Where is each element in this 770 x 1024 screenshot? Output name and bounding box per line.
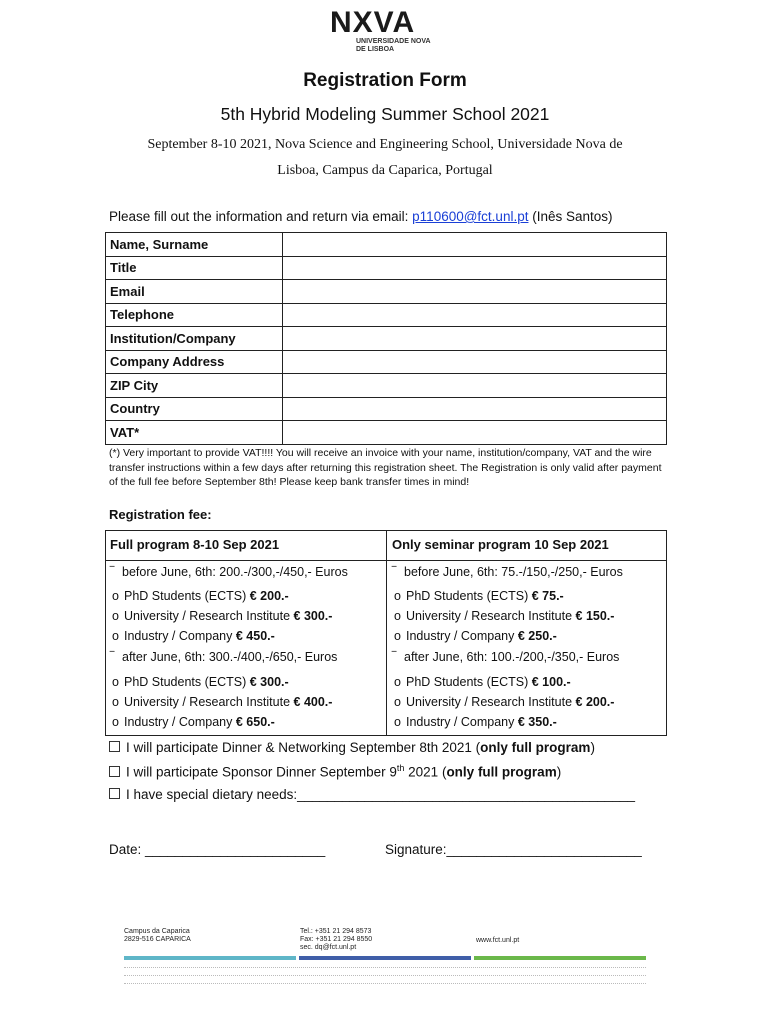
company-address-input[interactable] bbox=[283, 350, 667, 374]
footer-fax: Fax: +351 21 294 8550 bbox=[300, 936, 373, 943]
table-row bbox=[106, 327, 667, 351]
option-price: € 75.- bbox=[531, 589, 564, 603]
circle-option-icon[interactable]: o bbox=[394, 695, 401, 709]
fee-divider-vertical bbox=[386, 531, 387, 735]
nova-logo bbox=[330, 8, 440, 56]
footer-bar-blue bbox=[299, 956, 471, 960]
footer-email: sec. dq@fct.unl.pt bbox=[300, 944, 357, 951]
option-price: € 250.- bbox=[517, 629, 557, 643]
checkbox-icon[interactable] bbox=[109, 741, 120, 752]
footer-contact bbox=[300, 928, 372, 952]
telephone-input[interactable] bbox=[283, 303, 667, 327]
circle-option-icon[interactable]: o bbox=[394, 715, 401, 729]
full-late-label bbox=[110, 650, 337, 664]
seminar-early-university[interactable] bbox=[394, 609, 614, 623]
full-program-title: Full program 8-10 Sep 2021 bbox=[110, 537, 280, 552]
footer-address bbox=[124, 928, 191, 944]
option-label: PhD Students (ECTS) bbox=[124, 589, 250, 603]
option-label: Industry / Company bbox=[124, 629, 236, 643]
vat-input[interactable] bbox=[283, 421, 667, 445]
circle-option-icon[interactable]: o bbox=[112, 695, 119, 709]
seminar-late-university[interactable] bbox=[394, 695, 614, 709]
full-late-phd[interactable] bbox=[112, 675, 289, 689]
option-price: € 100.- bbox=[531, 675, 571, 689]
circle-option-icon[interactable]: o bbox=[112, 589, 119, 603]
field-label: VAT* bbox=[106, 421, 283, 445]
option-end: ) bbox=[590, 740, 595, 755]
option-price: € 400.- bbox=[293, 695, 333, 709]
seminar-late-phd[interactable] bbox=[394, 675, 571, 689]
checkbox-icon[interactable] bbox=[109, 766, 120, 777]
option-text-2: 2021 ( bbox=[404, 764, 447, 780]
footer-bar-cyan bbox=[124, 956, 296, 960]
field-label: ZIP City bbox=[106, 374, 283, 398]
page-subtitle: 5th Hybrid Modeling Summer School 2021 bbox=[220, 104, 550, 124]
full-early-label bbox=[110, 565, 348, 579]
option-bold: only full program bbox=[480, 740, 591, 755]
circle-option-icon[interactable]: o bbox=[394, 675, 401, 689]
signature-field[interactable]: Signature:__________________________ bbox=[385, 842, 642, 857]
full-early-text: before June, 6th: 200.-/300,-/450,- Euros bbox=[122, 565, 348, 579]
option-end: ) bbox=[556, 764, 562, 780]
intro-before: Please fill out the information and return via email: bbox=[109, 209, 413, 224]
venue-line-2: Lisboa, Campus da Caparica, Portugal bbox=[277, 163, 493, 178]
country-input[interactable] bbox=[283, 397, 667, 421]
footer-address-line-1: Campus da Caparica bbox=[124, 928, 190, 935]
seminar-early-label bbox=[392, 565, 623, 579]
table-row bbox=[106, 374, 667, 398]
venue-line-1: September 8-10 2021, Nova Science and Engineering School, Universidade Nova de bbox=[147, 137, 623, 152]
sponsor-dinner-option[interactable] bbox=[109, 763, 561, 780]
option-price: € 300.- bbox=[249, 675, 289, 689]
fee-table bbox=[105, 530, 667, 736]
intro-text bbox=[109, 209, 613, 224]
table-row bbox=[106, 421, 667, 445]
logo-line1: UNIVERSIDADE NOVA bbox=[356, 38, 431, 45]
institution-input[interactable] bbox=[283, 327, 667, 351]
option-text: I will participate Dinner & Networking September 8th 2021 ( bbox=[126, 740, 481, 755]
dash-icon: ‾ bbox=[110, 650, 115, 664]
checkbox-icon[interactable] bbox=[109, 788, 120, 799]
option-label: University / Research Institute bbox=[406, 609, 576, 623]
email-input[interactable] bbox=[283, 280, 667, 304]
dietary-text: I have special dietary needs:_____________________________________________ bbox=[126, 787, 635, 802]
table-row bbox=[106, 256, 667, 280]
registration-fields-table bbox=[105, 232, 667, 445]
full-early-university[interactable] bbox=[112, 609, 332, 623]
option-label: University / Research Institute bbox=[124, 695, 294, 709]
option-label: PhD Students (ECTS) bbox=[406, 589, 532, 603]
footer-address-line-2: 2829-516 CAPARICA bbox=[124, 936, 191, 943]
zip-city-input[interactable] bbox=[283, 374, 667, 398]
full-early-industry[interactable] bbox=[112, 629, 275, 643]
seminar-early-industry[interactable] bbox=[394, 629, 557, 643]
option-label: University / Research Institute bbox=[124, 609, 294, 623]
option-label: PhD Students (ECTS) bbox=[124, 675, 250, 689]
field-label: Name, Surname bbox=[106, 233, 283, 257]
table-row bbox=[106, 303, 667, 327]
circle-option-icon[interactable]: o bbox=[112, 629, 119, 643]
intro-after: (Inês Santos) bbox=[528, 209, 613, 224]
contact-email-link[interactable]: p110600@fct.unl.pt bbox=[412, 209, 529, 224]
option-label: University / Research Institute bbox=[406, 695, 576, 709]
circle-option-icon[interactable]: o bbox=[112, 609, 119, 623]
table-row bbox=[106, 233, 667, 257]
circle-option-icon[interactable]: o bbox=[394, 609, 401, 623]
option-price: € 300.- bbox=[293, 609, 333, 623]
footer-bar-green bbox=[474, 956, 646, 960]
logo-word: NXVA bbox=[330, 6, 416, 39]
option-bold: only full program bbox=[446, 764, 557, 780]
option-text: I will participate Sponsor Dinner September 9 bbox=[126, 764, 397, 780]
table-row bbox=[106, 350, 667, 374]
page-title: Registration Form bbox=[303, 70, 467, 91]
seminar-late-industry[interactable] bbox=[394, 715, 557, 729]
seminar-early-text: before June, 6th: 75.-/150,-/250,- Euros bbox=[404, 565, 623, 579]
seminar-late-text: after June, 6th: 100.-/200,-/350,- Euros bbox=[404, 650, 620, 664]
seminar-program-title: Only seminar program 10 Sep 2021 bbox=[392, 537, 609, 552]
field-label: Country bbox=[106, 397, 283, 421]
field-label: Institution/Company bbox=[106, 327, 283, 351]
option-label: Industry / Company bbox=[406, 629, 518, 643]
footer-dots bbox=[124, 967, 646, 971]
option-price: € 650.- bbox=[235, 715, 275, 729]
circle-option-icon[interactable]: o bbox=[394, 629, 401, 643]
footer-website[interactable]: www.fct.unl.pt bbox=[476, 937, 520, 944]
field-label: Email bbox=[106, 280, 283, 304]
title-input[interactable] bbox=[283, 256, 667, 280]
dinner-networking-option[interactable] bbox=[109, 740, 595, 755]
full-late-university[interactable] bbox=[112, 695, 332, 709]
option-price: € 450.- bbox=[235, 629, 275, 643]
full-late-industry[interactable] bbox=[112, 715, 275, 729]
footer-tel: Tel.: +351 21 294 8573 bbox=[300, 928, 372, 935]
option-sup: th bbox=[396, 763, 405, 773]
dash-icon: ‾ bbox=[392, 565, 397, 579]
full-late-text: after June, 6th: 300.-/400,-/650,- Euros bbox=[122, 650, 338, 664]
option-label: Industry / Company bbox=[406, 715, 518, 729]
option-price: € 350.- bbox=[517, 715, 557, 729]
field-label: Title bbox=[106, 256, 283, 280]
option-price: € 150.- bbox=[575, 609, 615, 623]
dash-icon: ‾ bbox=[110, 565, 115, 579]
full-early-phd[interactable] bbox=[112, 589, 289, 603]
option-price: € 200.- bbox=[575, 695, 615, 709]
circle-option-icon[interactable]: o bbox=[394, 589, 401, 603]
option-price: € 200.- bbox=[249, 589, 289, 603]
table-row bbox=[106, 280, 667, 304]
seminar-late-label bbox=[392, 650, 619, 664]
name-surname-input[interactable] bbox=[283, 233, 667, 257]
seminar-early-phd[interactable] bbox=[394, 589, 564, 603]
circle-option-icon[interactable]: o bbox=[112, 675, 119, 689]
circle-option-icon[interactable]: o bbox=[112, 715, 119, 729]
option-label: PhD Students (ECTS) bbox=[406, 675, 532, 689]
dash-icon: ‾ bbox=[392, 650, 397, 664]
dietary-needs-option[interactable] bbox=[109, 787, 635, 802]
logo-line2: DE LISBOA bbox=[356, 46, 395, 53]
option-label: Industry / Company bbox=[124, 715, 236, 729]
table-row bbox=[106, 397, 667, 421]
date-field[interactable]: Date: ________________________ bbox=[109, 842, 326, 857]
footer-dots bbox=[124, 975, 646, 979]
footer-dots bbox=[124, 983, 646, 987]
field-label: Company Address bbox=[106, 350, 283, 374]
vat-note: (*) Very important to provide VAT!!!! You will receive an invoice with your name, institution/company, VAT and the wire transfer instructions within a few days after returning this registration sheet. The Registration is only valid after payment of the full fee before September 8th! Please keep bank transfer times in mind! bbox=[109, 447, 662, 488]
field-label: Telephone bbox=[106, 303, 283, 327]
registration-fee-heading: Registration fee: bbox=[109, 507, 212, 522]
